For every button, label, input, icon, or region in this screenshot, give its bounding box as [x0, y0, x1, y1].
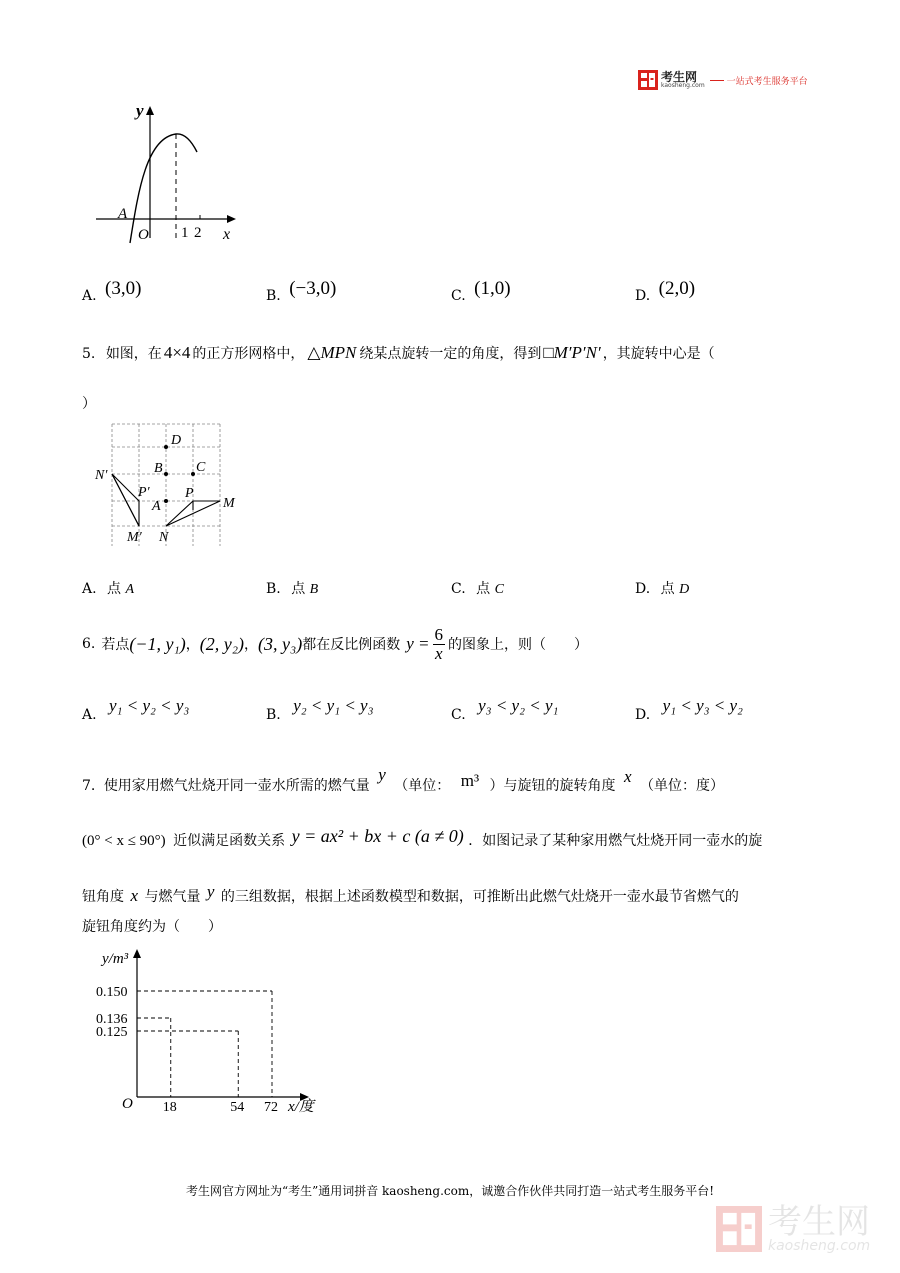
q7-chart-x-tick-18: 18: [162, 1100, 177, 1115]
q5-label-m-prime: M′: [127, 530, 142, 545]
q5-number: 5.: [82, 346, 96, 362]
q6-text-3: 的图象上，则（ ）: [448, 637, 589, 654]
q5-text-1: 如图，在: [105, 346, 162, 362]
footer-text: 考生网官方网址为“考生”通用词拼音 kaosheng.com，诚邀合作伙伴共同打造一站式考生服务平台!: [185, 1184, 715, 1198]
q7-number: 7.: [82, 778, 96, 794]
q7-line3-b: 与燃气量: [144, 889, 201, 905]
q4-option-d-value: (2,0): [658, 278, 696, 299]
q6-fn-lhs: y =: [406, 634, 430, 654]
q5-option-d-text: 点: [660, 581, 675, 597]
q7-chart: [90, 945, 330, 1120]
q5-point-c: [191, 472, 195, 476]
q4-option-a[interactable]: [82, 278, 141, 304]
q4-option-d-letter: D.: [635, 288, 651, 304]
q5-option-d[interactable]: [635, 578, 689, 598]
q4-x-label: x: [223, 226, 231, 243]
q4-x-arrow: [227, 215, 236, 223]
q5-option-d-var: D: [679, 582, 690, 597]
q5-option-a[interactable]: [82, 578, 134, 598]
q6-text-1: 若点: [101, 637, 130, 654]
q7-chart-origin: O: [122, 1096, 133, 1112]
q5-text-3: 绕某点旋转一定的角度，得到: [359, 346, 542, 362]
q5-grid-figure: [92, 420, 242, 550]
q5-option-a-text: 点: [107, 581, 122, 597]
kaosheng-logo-icon: [638, 70, 658, 90]
q7-formula: y = ax² + bx + c (a ≠ 0): [291, 826, 464, 846]
q5-option-c[interactable]: [451, 578, 504, 598]
q5-point-b: [164, 472, 168, 476]
q6-stem: [82, 626, 588, 663]
q7-line3-var-y: y: [206, 882, 215, 901]
q7-chart-y-arrow: [133, 949, 141, 958]
q7-chart-y-tick-1: 0.136: [96, 1012, 128, 1027]
q6-fn-denominator: x: [435, 643, 443, 663]
q6-option-d[interactable]: [635, 696, 743, 723]
q5-label-p: P: [185, 486, 194, 501]
q5-point-d: [164, 445, 168, 449]
q5-label-n: N: [159, 530, 169, 545]
q4-y-arrow: [146, 106, 154, 115]
q6-fn-numerator: 6: [434, 625, 444, 644]
q6-option-b-value: y₂ < y₁ < y₃: [293, 696, 374, 715]
q5-triangle-1: △MPN: [307, 343, 357, 362]
q5-triangle-2: □M′P′N′: [543, 343, 601, 362]
q7-chart-y-tick-2: 0.125: [96, 1025, 128, 1040]
watermark-logo-icon: [716, 1206, 762, 1252]
q5-label-b: B: [154, 461, 163, 476]
q5-option-c-letter: C.: [451, 581, 466, 597]
q7-var-y: y: [378, 765, 386, 784]
q5-option-c-var: C: [494, 582, 504, 597]
q7-line2-b: ．如图记录了某种家用燃气灶烧开同一壶水的旋: [468, 833, 763, 849]
q4-option-c-value: (1,0): [474, 278, 511, 299]
q6-option-b-letter: B.: [266, 707, 281, 723]
q4-option-b[interactable]: [266, 278, 336, 304]
q4-option-c[interactable]: [451, 278, 511, 304]
brand-name: 考生网: [661, 70, 698, 84]
brand-slogan: 一站式考生服务平台: [726, 76, 808, 87]
brand-domain: kaosheng.com: [661, 82, 705, 89]
q6-fn-fraction: [433, 626, 446, 663]
q5-text-2: 的正方形网格中，: [192, 346, 305, 362]
q5-label-d: D: [171, 433, 182, 448]
q5-label-m: M: [223, 496, 235, 511]
q5-point-a: [164, 499, 168, 503]
q6-text-2: 都在反比例函数: [302, 637, 401, 654]
q5-option-a-var: A: [125, 582, 135, 597]
q5-close-paren: ）: [82, 396, 96, 412]
q5-text-4: ，其旋转中心是（: [602, 346, 715, 362]
q7-line2-a: 近似满足函数关系: [173, 833, 286, 849]
q4-tick-2-label: 2: [194, 225, 202, 241]
q5-label-a: A: [152, 499, 161, 514]
q5-grid: 4×4: [163, 343, 191, 362]
q7-chart-ylabel: y/m³: [102, 951, 129, 967]
q6-option-c-letter: C.: [451, 707, 466, 723]
q7-line3-a: 钮角度: [82, 889, 124, 905]
q7-range: (0° < x ≤ 90°): [82, 833, 166, 849]
q4-point-a-label: A: [118, 206, 128, 222]
q7-line-3: [82, 882, 739, 906]
q4-option-a-letter: A.: [82, 288, 97, 304]
q4-option-a-value: (3,0): [105, 278, 142, 299]
q6-point-3: (3, y₃): [258, 633, 303, 654]
q6-option-a-letter: A.: [82, 707, 97, 723]
q7-line1-a: 使用家用燃气灶烧开同一壶水所需的燃气量: [103, 778, 370, 794]
q6-option-b[interactable]: [266, 696, 374, 723]
q7-line-1: [82, 765, 724, 795]
q7-chart-x-tick-54: 54: [230, 1100, 245, 1115]
q4-y-label: y: [136, 101, 144, 120]
watermark-domain: kaosheng.com: [768, 1238, 871, 1254]
q4-option-b-letter: B.: [266, 288, 281, 304]
q6-point-2: (2, y₂): [199, 633, 244, 654]
q6-point-1: (−1, y₁): [129, 633, 186, 654]
q5-option-b[interactable]: [266, 578, 318, 598]
q7-unit: m³: [460, 771, 480, 790]
q7-line1-c: ）与旋钮的旋转角度: [489, 778, 616, 794]
header-logo[interactable]: [638, 70, 808, 90]
q7-line3-c: 的三组数据，根据上述函数模型和数据，可推断出此燃气灶烧开一壶水最节省燃气的: [220, 889, 739, 905]
q6-option-d-letter: D.: [635, 707, 651, 723]
q6-option-c-value: y₃ < y₂ < y₁: [478, 696, 559, 715]
q7-line1-d: （单位：度）: [639, 778, 724, 794]
q7-var-x: x: [623, 767, 632, 786]
q6-option-d-value: y₁ < y₃ < y₂: [662, 696, 743, 715]
q5-stem: [82, 343, 715, 363]
q5-label-n-prime: N′: [95, 468, 108, 483]
q7-line-4: 旋钮角度约为（ ）: [82, 919, 222, 935]
q7-line3-var-x: x: [130, 886, 138, 905]
q6-option-a-value: y₁ < y₂ < y₃: [109, 696, 190, 715]
q5-option-b-var: B: [309, 582, 319, 597]
q5-option-d-letter: D.: [635, 581, 651, 597]
q7-line1-b: （单位：: [394, 778, 451, 794]
q4-option-b-value: (−3,0): [289, 278, 337, 299]
q6-sep-2: ，: [244, 637, 258, 654]
q5-option-c-text: 点: [476, 581, 491, 597]
q5-option-a-letter: A.: [82, 581, 97, 597]
q5-label-c: C: [196, 460, 206, 475]
q6-option-c[interactable]: [451, 696, 558, 723]
q4-tick-1-label: 1: [181, 225, 189, 241]
q7-chart-y-tick-0: 0.150: [96, 985, 128, 1000]
q6-option-a[interactable]: [82, 696, 189, 723]
q4-parabola-graph: [88, 98, 248, 248]
q7-chart-xlabel: x/度: [288, 1099, 314, 1115]
q4-option-d[interactable]: [635, 278, 695, 304]
footer-watermark: [716, 1202, 871, 1254]
q6-sep-1: ，: [185, 637, 200, 654]
q7-line-2: [82, 826, 762, 850]
q4-origin-label: O: [138, 227, 149, 243]
q7-chart-x-tick-72: 72: [264, 1100, 278, 1115]
watermark-name: 考生网: [768, 1202, 870, 1242]
q5-option-b-text: 点: [291, 581, 306, 597]
q6-number: 6.: [82, 636, 96, 653]
q5-option-b-letter: B.: [266, 581, 281, 597]
q4-option-c-letter: C.: [451, 288, 466, 304]
q5-label-p-prime: P′: [138, 485, 150, 500]
